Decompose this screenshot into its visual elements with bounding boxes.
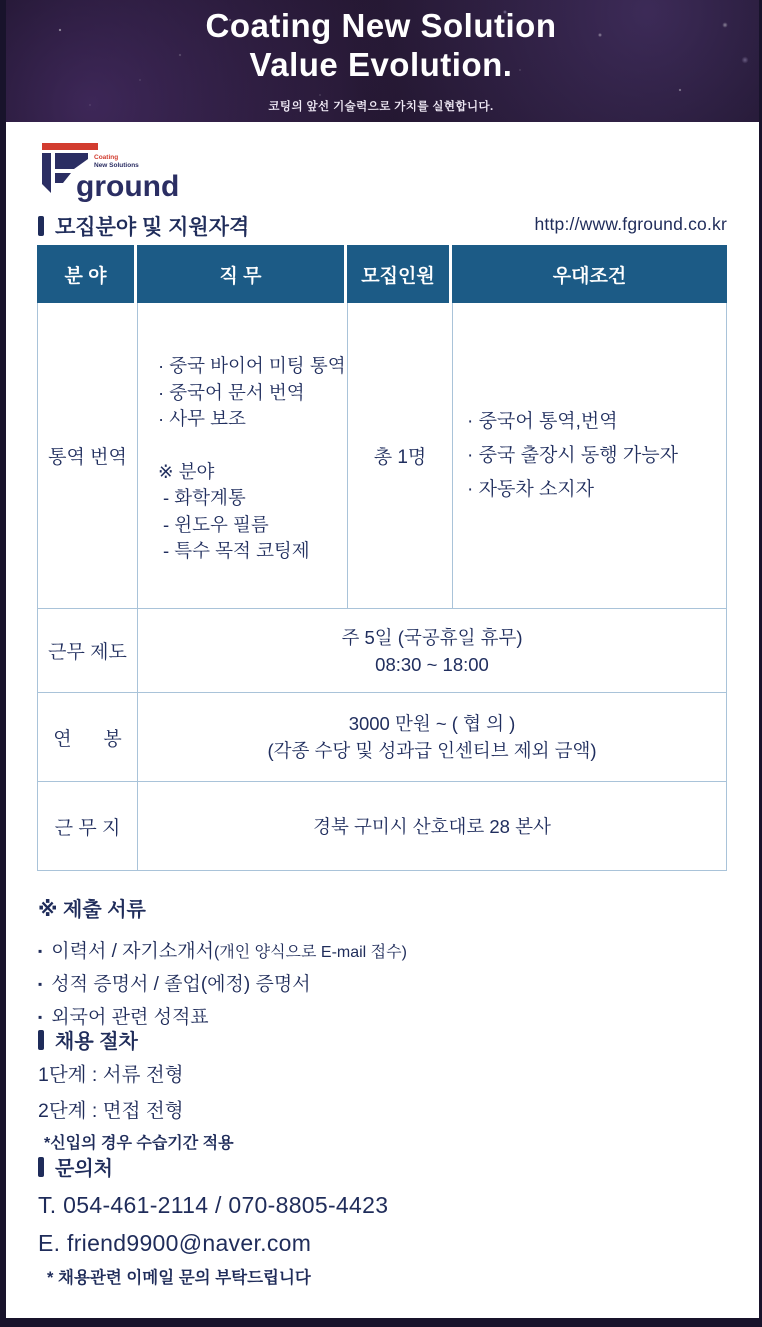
banner-subtitle: 코팅의 앞선 기술력으로 가치를 실현합니다. [268, 101, 494, 113]
header-headcount: 모집인원 [347, 245, 452, 303]
table-row [38, 303, 726, 608]
cell-headcount: 총 1명 [348, 303, 453, 608]
section-documents [38, 893, 407, 1035]
duty-item: · 중국어 문서 번역 [158, 381, 305, 403]
contact-note: * 채용관련 이메일 문의 부탁드립니다 [47, 1269, 311, 1287]
table-row [38, 781, 726, 870]
process-title: 채용 절차 [55, 1031, 138, 1053]
section-marker-bar [38, 1030, 44, 1050]
logo-f-lower-bar [55, 173, 71, 183]
duty-field-item: - 화학계통 [163, 487, 246, 508]
logo-wordmark: ground [76, 170, 180, 203]
cell-location-value [138, 782, 726, 870]
square-bullet-icon: ▪ [38, 1010, 43, 1024]
preferred-item: · 중국 출장시 동행 가능자 [467, 444, 678, 466]
logo-tagline-coating: Coating [94, 154, 119, 161]
square-bullet-icon: ▪ [38, 944, 43, 958]
document-item-text: 성적 증명서 / 졸업(에정) 증명서 [51, 974, 311, 995]
section-process [38, 1025, 234, 1153]
duty-field-item: - 윈도우 필름 [163, 513, 269, 535]
banner-title-line1: Coating New Solution [205, 7, 557, 44]
section-contact [38, 1152, 388, 1288]
cell-location-label: 근 무 지 [38, 782, 138, 870]
fground-logo-mark [38, 139, 188, 205]
section-marker-bar [38, 1157, 44, 1177]
left-frame-edge [0, 0, 6, 1327]
cell-salary-label: 연 봉 [38, 693, 138, 781]
banner-title [0, 0, 762, 84]
contact-phone: T. 054-461-2114 / 070-8805-4423 [38, 1192, 389, 1218]
company-logo [38, 139, 188, 205]
salary-line1: 3000 만원 ~ ( 협 의 ) [348, 713, 516, 734]
document-item-text: 외국어 관련 성적표 [51, 1007, 209, 1028]
documents-title: ※ 제출 서류 [38, 899, 146, 921]
section-marker-bar [38, 216, 44, 236]
document-item-text: 이력서 / 자기소개서 [51, 941, 214, 962]
banner-title-line2: Value Evolution. [249, 46, 513, 83]
salary-line2: (각종 수당 및 성과급 인센티브 제외 금액) [267, 740, 597, 761]
process-heading [38, 1025, 234, 1054]
cell-field: 통역 번역 [38, 303, 138, 608]
preferred-item: · 중국어 통역,번역 [467, 410, 618, 432]
preferred-item: · 자동차 소지자 [467, 478, 595, 500]
duty-item: · 사무 보조 [158, 408, 246, 429]
list-item [38, 969, 407, 1002]
square-bullet-icon: ▪ [38, 977, 43, 991]
contact-title: 문의처 [55, 1158, 113, 1180]
contact-heading [38, 1152, 388, 1181]
process-step: 2단계 : 면접 전형 [38, 1100, 184, 1122]
duty-field-item: - 특수 목적 코팅제 [163, 540, 310, 561]
bottom-frame-bar [0, 1318, 762, 1327]
cell-work-system-value [138, 609, 726, 692]
cell-work-system-label: 근무 제도 [38, 609, 138, 692]
logo-tagline-new-solutions: New Solutions [94, 162, 139, 169]
section-recruit-title: 모집분야 및 지원자격 [55, 216, 250, 239]
document-item-note: (개인 양식으로 E-mail 접수) [213, 944, 407, 961]
location-line1: 경북 구미시 산호대로 28 본사 [313, 815, 551, 837]
logo-red-bar [42, 143, 98, 150]
work-system-line1: 주 5일 (국공휴일 휴무) [341, 626, 523, 648]
table-row [38, 692, 726, 781]
documents-list [38, 936, 407, 1035]
recruitment-table [37, 245, 727, 871]
table-row [38, 608, 726, 692]
cell-preferred [453, 303, 726, 608]
header-preferred: 우대조건 [552, 265, 627, 287]
table-header-row [37, 245, 727, 303]
work-system-line2: 08:30 ~ 18:00 [375, 653, 489, 675]
logo-f-stem [42, 153, 51, 193]
header-field: 분 야 [37, 245, 137, 303]
duty-item: · 중국 바이어 미팅 통역 [158, 355, 346, 376]
header-duty: 직 무 [137, 245, 347, 303]
logo-f-upper-bar [55, 153, 88, 169]
hero-banner [0, 0, 762, 122]
cell-duties [138, 303, 348, 608]
section-recruit-heading [38, 211, 249, 241]
website-url[interactable]: http://www.fground.co.kr [534, 214, 727, 234]
process-step: 1단계 : 서류 전형 [38, 1064, 184, 1086]
process-note: *신입의 경우 수습기간 적용 [44, 1135, 234, 1152]
contact-email: E. friend9900@naver.com [38, 1230, 312, 1256]
duty-fields-title: ※ 분야 [158, 460, 215, 482]
table-body [37, 303, 727, 871]
cell-salary-value [138, 693, 726, 781]
list-item [38, 936, 407, 969]
